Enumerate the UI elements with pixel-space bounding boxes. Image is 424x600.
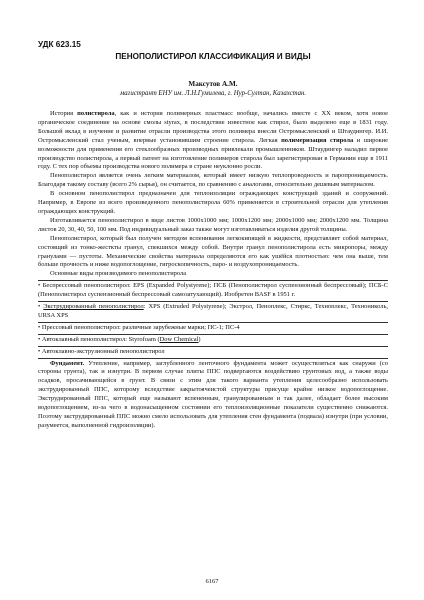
udk-code: УДК 623.15 [38,40,81,49]
paragraph-properties: Пенополистирол является очень легким материалом, который имеет низкую теплопроводность и паропроницаемость. Благодаря такому составу (всего 2% сырья), он считается, по сравнению с аналогами, относительно дешевым материалом. [38,172,388,189]
divider [38,301,388,302]
divider [38,280,388,281]
paragraph-history: История полистирола, как и история полимерных пластмасс вообще, начались вместе с XX веком, хотя новое органическое соединение на основе смолы styrax, в последствие известное как стирол, было выделено еще в 1831 году. Большой вклад в изучение и развитие отрасли производства этого полимера внесли Остромысленский и Штаудингер. И.И. Остромысленский стал ученым, впервые установившим строение стирола. Легкая полимеризация стирола и широкие возможности для применения его стеклообразных производных привлекали промышленников. Штаудингер наладил первое производство полистирола, а первый патент на изготовление полимеров стирола был зарегистрирован в Германии еще в 1911 году. С тех пор объемы производства нового полимера в стране неуклонно росли. [38,110,388,171]
author-name: Максутов А.М. [188,80,238,88]
dow-chemical-link[interactable]: Dow Chemical [159,335,199,343]
list-item: • Беспрессовый пенополистирол: EPS (Expanded Polystyrene); ПСБ (Пенополистирол суспензионный беспрессовый); ПСБ-С (Пенополистирол суспензионный беспрессовый самозатухающий). Изобретен BASF в 1951 г. [38,282,388,299]
article-title: ПЕНОПОЛИСТИРОЛ КЛАССИФИКАЦИЯ И ВИДЫ [115,52,311,61]
divider [38,334,388,335]
list-item: • Экструдированный пенополистирол: XPS (Extruded Polystyrene); Экстрол, Пеноплекс, Стиркс, Техноплекс, Технониколь, URSA XPS [38,303,388,319]
article-body [38,110,388,431]
paragraph-structure: Пенополистирол, который был получен методом вспенивания легкокипящей в жидкости, представляет собой материал, состоящий из тонко-жесткты гранул, спекшихся между собой. Внутри гранул пенополистирола есть микропоры, между гранулами — пустоты. Механические свойства материала определяются его как ушёйся плотностью: чем она выше, тем больше прочность и ниже водопоглощение, гигроскопичность, паро- и воздухопроницаемость. [38,234,388,269]
divider [38,346,388,347]
author-affiliation: магистрант ЕНУ им. Л.Н.Гумилева, г. Нур-Султан, Казахстан. [119,90,307,97]
list-item: • Автоклавный пенополистирол: Styrofoam (Dow Chemical) [38,335,201,343]
paragraph-dimensions: Изготавливается пенополистирол в виде листов 1000х1000 мм; 1000х1200 мм; 2000х1000 мм; 2000х1200 мм. Толщина листов 20, 30, 40, 50, 100 мм. Под индивидуальный заказ также могут изготавливаться изделия другой толщины. [38,216,388,233]
list-item: • Автоклавно-экструзионный пенополистирол [38,347,165,355]
divider [38,358,388,359]
paragraph-usage: В основном пенополистирол предназначен для теплоизоляции ограждающих конструкций зданий и сооружений. Например, в Европе из всего произведенного пенополистирола 60% применяется в строительной отрасли для утепления ограждающих конструкций. [38,190,388,215]
paragraph-foundation: Фундамент. Утепление, например, заглубленного ленточного фундамента может осуществляться как снаружи (со стороны грунта), так и изнутри. В первом случае плиты ППС подвергаются воздействию грунтовых вод, а также воды осадков, просачивающейся в грунт. В связи с этим для такого варианта утепления целесообразно использовать экструдированный ППС, которому вследствие закрытоячеистой структуры присуще крайне низкое водопоглощение. Экструдированный ППС, который еще называют вспененным, гранулированным и так далее, обладает более высоким водопоглощением, из-за чего в водонасыщенном состоянии его теплоизоляционные показатели существенно снижаются. Поэтому экструдированный ППС можно смело использовать для утепления стен фундамента (подвала) изнутри (при условии, разумеется, выполненной гидроизоляции). [38,359,388,429]
divider [38,322,388,323]
page-number: 6167 [205,578,219,585]
list-heading: Основные виды производимого пенополистирола [50,270,187,278]
extruded-link[interactable]: Экструдированный пенополистирол [43,303,144,311]
list-item: • Прессовый пенополистирол: различные зарубежные марки; ПС-1; ПС-4 [38,323,240,331]
